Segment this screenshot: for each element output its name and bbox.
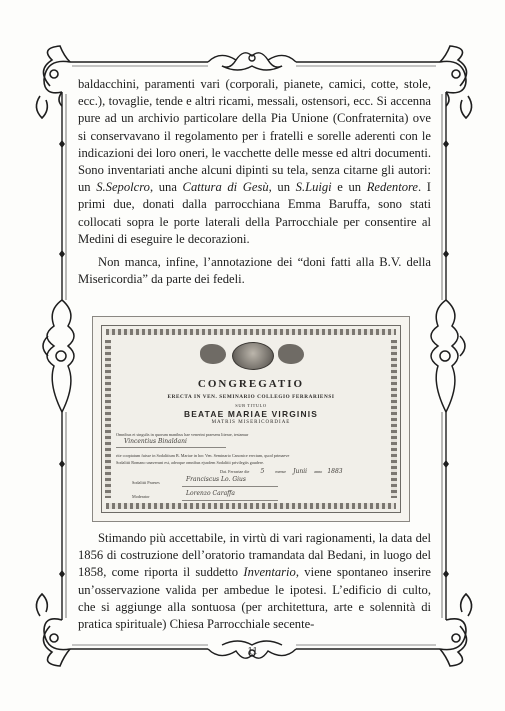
certificate-image [92, 316, 410, 522]
certificate-bottom-band [106, 503, 396, 509]
body-text-bottom [78, 530, 431, 633]
body-text-top [78, 76, 431, 288]
date-year: 1883 [327, 468, 343, 475]
date-month: Junii [293, 468, 308, 475]
name-line [116, 447, 226, 448]
certificate-title: CONGREGATIO [197, 378, 305, 390]
certificate-line-2: SUB TITULO [235, 403, 267, 408]
text-segment: Stimando più accettabile, in virtù di vari ragionamenti, la data del 1856 di costruzione dell’oratorio tramandata dal Bedani, in luogo del 1858, come riporta il suddetto [78, 531, 431, 580]
paragraph-1 [78, 76, 431, 248]
italic-segment: Cattura di Gesù [182, 180, 269, 195]
signature-line-2 [182, 500, 278, 501]
paragraph-2 [78, 254, 431, 288]
text-segment: , un [268, 180, 296, 195]
certificate-date [220, 469, 420, 475]
month-label: mense [275, 469, 287, 474]
emblem-left-ornament [200, 344, 226, 364]
text-segment: . I primi due, donati dalla parrocchiana Emma Baruffa, sono stati collocati sopra le porte laterali della Parrocchiale per consentire al Medini di eseguire le decorazioni. [78, 180, 431, 246]
paragraph-3 [78, 530, 431, 633]
signature-praeses: Franciscus Lo. Gius [186, 476, 247, 483]
moderator-label: Moderator [132, 494, 150, 499]
date-prefix: Dat. Ferrariae die [220, 469, 250, 474]
year-label: anno [314, 469, 323, 474]
certificate-salutation: Omnibus et singulis in quorum manibus hae venerint praesens literae, testamur [116, 432, 249, 437]
emblem-right-ornament [278, 344, 304, 364]
certificate-text-1: rite cooptatum fuisse in Sodalitium B. Mariae in hoc Ven. Seminario Canonice erectum, quod primaeve [116, 453, 290, 458]
certificate-line-3: MATRIS MISERICORDIAE [211, 420, 291, 425]
certificate-left-band [105, 340, 111, 498]
text-segment: , viene spontaneo inserire un’osservazione valida per ambedue le ipotesi. L’edificio di culto, che si aggiunge alla sontuosa (per architettura, arte e solennità di pratica spirituale) Chiesa Parrocchiale secente- [78, 565, 431, 632]
italic-segment: Redentore [366, 180, 419, 195]
handwritten-name: Vincentius Binaldani [124, 438, 187, 445]
certificate-text-2: Sodalitii Romano unaverunt est, adeoque omnibus ejusdem Sodalitii privilegiis gaudere. [116, 460, 265, 465]
page-number: 11 [247, 645, 258, 657]
text-segment: baldacchini, paramenti vari (corporali, pianete, camici, cotte, stole, ecc.), tovaglie, tende e altri ricami, messali, ostensori, ecc. Si accenna pure ad un archivio particolare della Pia Unione (Confraternita) ove si conservavano il regolamento per i fratelli e sorelle aderenti con le indicazioni dei loro oneri, le vacchette delle messe ed altri documenti. Sono inventariati anche alcuni dipinti su tela, senza citarne gli autori: un [78, 77, 431, 195]
sodalitii-label: Sodalitii Praeses [132, 480, 160, 485]
italic-segment: S.Luigi [295, 180, 332, 195]
signature-line-1 [182, 486, 278, 487]
text-segment: Non manca, infine, l’annotazione dei “doni fatti alla B.V. della Misericordia” da parte dei fedeli. [78, 255, 431, 287]
italic-segment: S.Sepolcro [96, 180, 150, 195]
text-segment: e un [331, 180, 367, 195]
certificate-line-1: ERECTA IN VEN. SEMINARIO COLLEGIO FERRARIENSI [167, 394, 335, 400]
text-segment: , una [149, 180, 183, 195]
certificate-main-heading: BEATAE MARIAE VIRGINIS [183, 409, 319, 419]
certificate-top-band [106, 329, 396, 335]
date-day: 5 [260, 468, 265, 475]
signature-moderator: Lorenzo Caraffa [186, 490, 236, 497]
madonna-emblem [232, 342, 274, 370]
certificate-inner-frame [101, 325, 401, 513]
italic-segment: Inventario [243, 565, 296, 580]
